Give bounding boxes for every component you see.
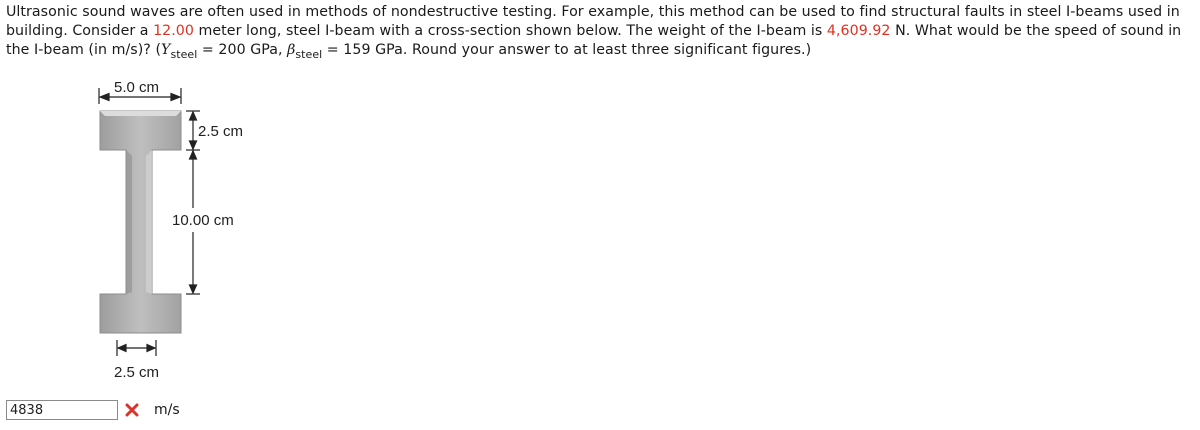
question-text-part2: meter long, steel I-beam with a cross-section shown below. The weight of the I-beam is xyxy=(193,23,827,39)
flange-thickness-label: 2.5 cm xyxy=(198,123,244,140)
answer-unit: m/s xyxy=(154,402,180,418)
web-width-label: 2.5 cm xyxy=(114,364,160,381)
top-width-label: 5.0 cm xyxy=(114,79,160,96)
i-beam-shape xyxy=(100,111,181,333)
question-text-part3: N. What would be the speed of sound in the I-beam (in m/s)? ( xyxy=(6,23,1182,58)
i-beam-cross-section-figure xyxy=(0,0,300,400)
beam-length-value: 12.00 xyxy=(153,23,194,39)
x-mark-icon xyxy=(124,402,140,418)
web-height-label: 10.00 cm xyxy=(172,212,234,229)
bulk-modulus-symbol: β xyxy=(287,42,296,58)
young-modulus-subscript: steel xyxy=(170,48,198,61)
question-text-part1: Ultrasonic sound waves are often used in methods of nondestructive testing. For example, this method can be used to find structural faults in steel I-beams used in building. Consider a xyxy=(6,4,1180,39)
beam-weight-value: 4,609.92 xyxy=(826,23,891,39)
web-width-dimension xyxy=(117,340,156,356)
young-modulus-symbol: Y xyxy=(161,42,171,58)
answer-input[interactable] xyxy=(6,400,118,420)
bulk-modulus-value: = 159 GPa. Round your answer to at least three significant figures.) xyxy=(322,42,812,58)
answer-row xyxy=(6,400,180,420)
young-modulus-value: = 200 GPa, xyxy=(197,42,288,58)
bulk-modulus-subscript: steel xyxy=(295,48,323,61)
